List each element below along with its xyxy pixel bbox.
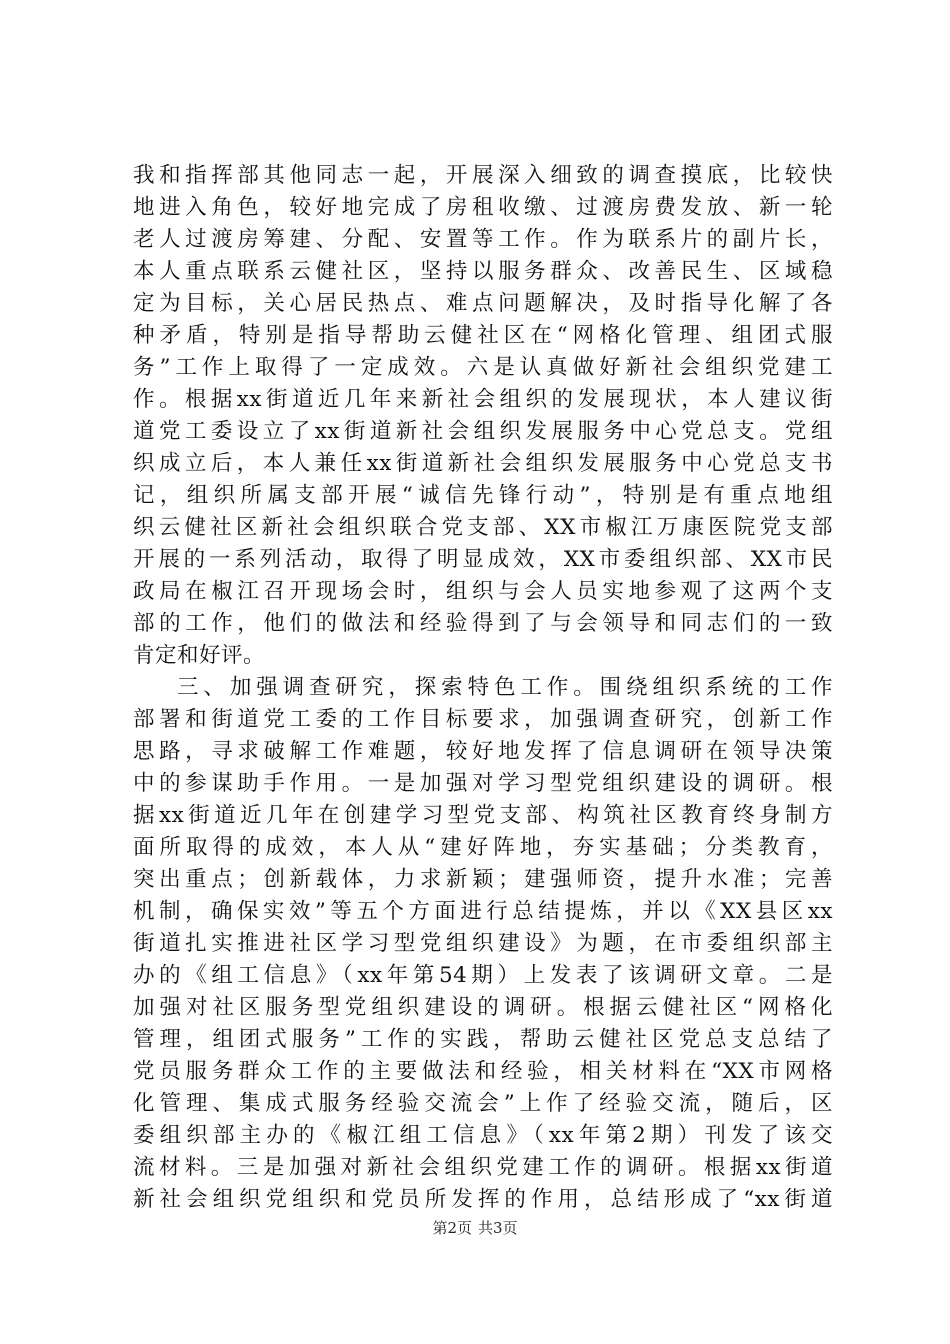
text-line: 我和指挥部其他同志一起，开展深入细致的调查摸底，比较快 xyxy=(133,163,833,188)
text-line: 管理，组团式服务”工作的实践，帮助云健社区党总支总结了 xyxy=(133,1027,833,1052)
section-heading-line: 三、加强调查研究，探索特色工作。围绕组织系统的工作 xyxy=(177,675,833,700)
text-line: 种矛盾，特别是指导帮助云健社区在“网格化管理、组团式服 xyxy=(133,323,833,348)
text-line: 办的《组工信息》（xx年第54期）上发表了该调研文章。二是 xyxy=(133,963,833,988)
paragraph-end-line: 肯定和好评。 xyxy=(133,643,266,668)
text-line: 织云健社区新社会组织联合党支部、XX市椒江万康医院党支部 xyxy=(133,515,833,540)
text-line: 本人重点联系云健社区，坚持以服务群众、改善民生、区域稳 xyxy=(133,259,833,284)
text-line: 作。根据xx街道近几年来新社会组织的发展现状，本人建议街 xyxy=(133,387,833,412)
text-line: 思路，寻求破解工作难题，较好地发挥了信息调研在领导决策 xyxy=(133,739,833,764)
text-line: 流材料。三是加强对新社会组织党建工作的调研。根据xx街道 xyxy=(133,1155,833,1180)
text-line: 开展的一系列活动，取得了明显成效，XX市委组织部、XX市民 xyxy=(133,547,833,572)
page-number: 第2页 xyxy=(432,1219,472,1237)
text-line: 记，组织所属支部开展“诚信先锋行动”，特别是有重点地组 xyxy=(133,483,833,508)
text-line: 据xx街道近几年在创建学习型党支部、构筑社区教育终身制方 xyxy=(133,803,833,828)
text-line: 机制，确保实效”等五个方面进行总结提炼，并以《XX县区xx xyxy=(133,899,833,924)
text-line: 面所取得的成效，本人从“建好阵地，夯实基础；分类教育， xyxy=(133,835,833,860)
text-line: 街道扎实推进社区学习型党组织建设》为题，在市委组织部主 xyxy=(133,931,833,956)
text-line: 务”工作上取得了一定成效。六是认真做好新社会组织党建工 xyxy=(133,355,833,380)
text-line: 道党工委设立了xx街道新社会组织发展服务中心党总支。党组 xyxy=(133,419,833,444)
text-line: 突出重点；创新载体，力求新颖；建强师资，提升水准；完善 xyxy=(133,867,833,892)
text-line: 老人过渡房筹建、分配、安置等工作。作为联系片的副片长， xyxy=(133,227,833,252)
page-footer xyxy=(0,1218,950,1238)
text-line: 委组织部主办的《椒江组工信息》（xx年第2期）刊发了该交 xyxy=(133,1123,833,1148)
text-line: 化管理、集成式服务经验交流会”上作了经验交流，随后，区 xyxy=(133,1091,833,1116)
text-line: 中的参谋助手作用。一是加强对学习型党组织建设的调研。根 xyxy=(133,771,833,796)
text-line: 织成立后，本人兼任xx街道新社会组织发展服务中心党总支书 xyxy=(133,451,833,476)
body-text xyxy=(133,160,833,1216)
text-line: 新社会组织党组织和党员所发挥的作用，总结形成了“xx街道 xyxy=(133,1187,833,1212)
text-line: 定为目标，关心居民热点、难点问题解决，及时指导化解了各 xyxy=(133,291,833,316)
text-line: 加强对社区服务型党组织建设的调研。根据云健社区“网格化 xyxy=(133,995,833,1020)
text-line: 部的工作，他们的做法和经验得到了与会领导和同志们的一致 xyxy=(133,611,833,636)
text-line: 政局在椒江召开现场会时，组织与会人员实地参观了这两个支 xyxy=(133,579,833,604)
page-total: 共3页 xyxy=(478,1219,518,1237)
text-line: 部署和街道党工委的工作目标要求，加强调查研究，创新工作 xyxy=(133,707,833,732)
text-line: 地进入角色，较好地完成了房租收缴、过渡房费发放、新一轮 xyxy=(133,195,833,220)
text-line: 党员服务群众工作的主要做法和经验，相关材料在“XX市网格 xyxy=(133,1059,833,1084)
